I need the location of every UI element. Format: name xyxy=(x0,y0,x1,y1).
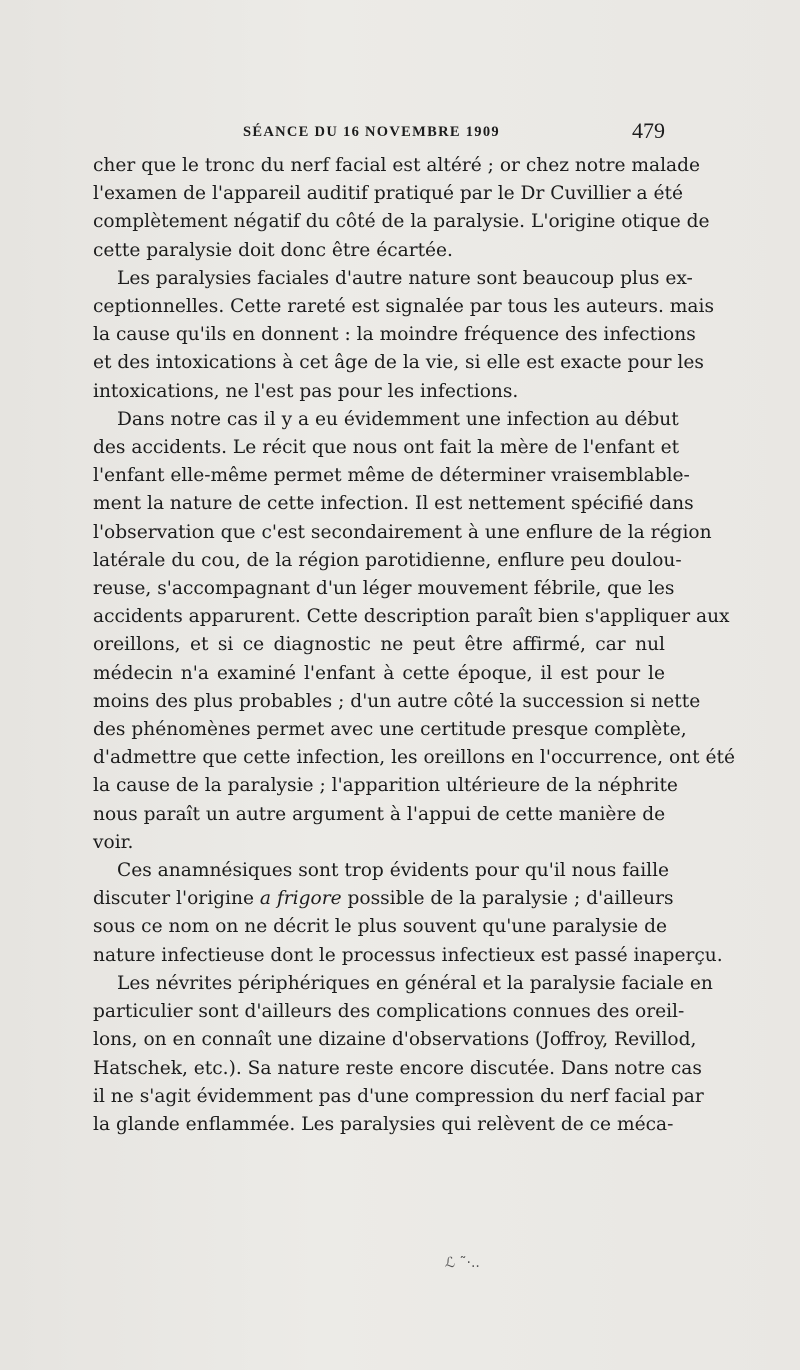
text-line: oreillons, et si ce diagnostic ne peut être affirmé, car nul xyxy=(93,634,665,656)
text-line: des phénomènes permet avec une certitude presque complète, xyxy=(93,719,687,741)
running-head: SÉANCE DU 16 NOVEMBRE 1909 xyxy=(243,124,500,140)
text-line: médecin n'a examiné l'enfant à cette époque, il est pour le xyxy=(93,662,665,684)
paragraph-start-line: Les paralysies faciales d'autre nature sont beaucoup plus ex- xyxy=(117,267,693,289)
text-line: cette paralysie doit donc être écartée. xyxy=(93,239,453,261)
text-line: reuse, s'accompagnant d'un léger mouvement fébrile, que les xyxy=(93,578,675,600)
text-segment: possible de la paralysie ; d'ailleurs xyxy=(341,888,674,910)
text-line: complètement négatif du côté de la paralysie. L'origine otique de xyxy=(93,211,710,233)
body-text xyxy=(93,152,736,1139)
text-line-with-italic xyxy=(93,885,674,913)
text-line: nature infectieuse dont le processus infectieux est passé inaperçu. xyxy=(93,944,723,966)
text-line: latérale du cou, de la région parotidienne, enflure peu doulou- xyxy=(93,549,682,571)
paragraph-start-line: Ces anamnésiques sont trop évidents pour qu'il nous faille xyxy=(117,860,670,882)
text-line: et des intoxications à cet âge de la vie, si elle est exacte pour les xyxy=(93,352,704,374)
italic-phrase: a frigore xyxy=(259,888,342,910)
page-header xyxy=(93,118,665,148)
text-line: la cause qu'ils en donnent : la moindre fréquence des infections xyxy=(93,324,696,346)
text-line: accidents apparurent. Cette description paraît bien s'appliquer aux xyxy=(93,606,730,628)
text-line: voir. xyxy=(93,831,134,853)
text-line: sous ce nom on ne décrit le plus souvent qu'une paralysie de xyxy=(93,916,668,938)
text-line: l'observation que c'est secondairement à une enflure de la région xyxy=(93,521,712,543)
paragraph-start-line: Dans notre cas il y a eu évidemment une infection au début xyxy=(117,408,679,430)
text-line: cher que le tronc du nerf facial est altéré ; or chez notre malade xyxy=(93,155,701,176)
paragraph-start-line: Les névrites périphériques en général et la paralysie faciale en xyxy=(117,972,713,994)
text-line: des accidents. Le récit que nous ont fait la mère de l'enfant et xyxy=(93,437,680,459)
page-number: 479 xyxy=(632,118,665,143)
text-line: la cause de la paralysie ; l'apparition ultérieure de la néphrite xyxy=(93,775,678,797)
text-line: l'enfant elle-même permet même de déterminer vraisemblable- xyxy=(93,465,690,487)
text-line: nous paraît un autre argument à l'appui de cette manière de xyxy=(93,803,666,825)
text-line: intoxications, ne l'est pas pour les infections. xyxy=(93,380,519,402)
text-line: Hatschek, etc.). Sa nature reste encore discutée. Dans notre cas xyxy=(93,1057,702,1079)
text-line: ceptionnelles. Cette rareté est signalée par tous les auteurs. mais xyxy=(93,296,714,318)
text-line: d'admettre que cette infection, les oreillons en l'occurrence, ont été xyxy=(93,747,736,769)
text-line: la glande enflammée. Les paralysies qui relèvent de ce méca- xyxy=(93,1113,674,1135)
text-line: moins des plus probables ; d'un autre côté la succession si nette xyxy=(93,690,701,712)
text-line: lons, on en connaît une dizaine d'observations (Joffroy, Revillod, xyxy=(93,1029,697,1051)
text-line: il ne s'agit évidemment pas d'une compression du nerf facial par xyxy=(93,1085,704,1107)
stray-mark: ℒ ˜·.. xyxy=(445,1255,480,1271)
text-line: particulier sont d'ailleurs des complications connues des oreil- xyxy=(93,1001,685,1023)
text-line: l'examen de l'appareil auditif pratiqué par le Dr Cuvillier a été xyxy=(93,183,684,205)
text-segment: discuter l'origine xyxy=(93,888,260,910)
text-line: ment la nature de cette infection. Il est nettement spécifié dans xyxy=(93,493,694,515)
